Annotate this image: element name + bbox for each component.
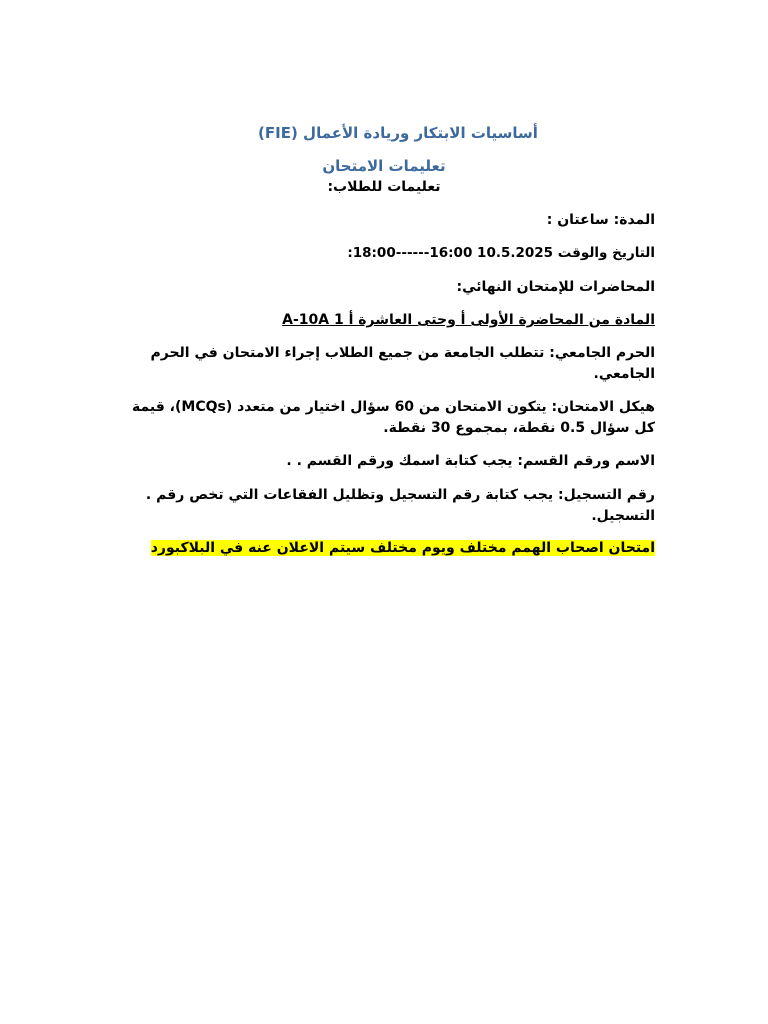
datetime-line: التاريخ والوقت 10.5.2025 16:00------18:00:	[347, 245, 655, 261]
lectures-heading: المحاضرات للإمتحان النهائي:	[456, 279, 655, 295]
exam-structure-paragraph: هيكل الامتحان: يتكون الامتحان من 60 سؤال اختيار من متعدد (MCQs)، قيمة كل سؤال 0.5 نقطة، بمجموع 30 نقطة.	[132, 399, 655, 436]
highlight-notice-line	[120, 538, 655, 559]
material-line: المادة من المحاضرة الأولى أ وحتى العاشرة أ 1 A-10A	[282, 312, 655, 328]
exam-instructions-title: تعليمات الامتحان	[322, 157, 446, 175]
registration-paragraph: رقم التسجيل: يجب كتابة رقم التسجيل وتظليل الفقاعات التي تخص رقم . التسجيل.	[145, 487, 655, 524]
highlighted-notice: امتحان اصحاب الهمم مختلف ويوم مختلف سيتم الاعلان عنه في البلاكبورد	[150, 540, 655, 556]
course-title: أساسيات الابتكار وريادة الأعمال (FIE)	[258, 124, 538, 142]
campus-paragraph: الحرم الجامعي: تتطلب الجامعة من جميع الطلاب إجراء الامتحان في الحرم الجامعي.	[150, 345, 655, 382]
students-instructions-heading: تعليمات للطلاب:	[327, 179, 441, 195]
duration-line: المدة: ساعتان :	[546, 212, 655, 228]
name-section-line: الاسم ورقم القسم: يجب كتابة اسمك ورقم القسم . .	[286, 453, 655, 469]
